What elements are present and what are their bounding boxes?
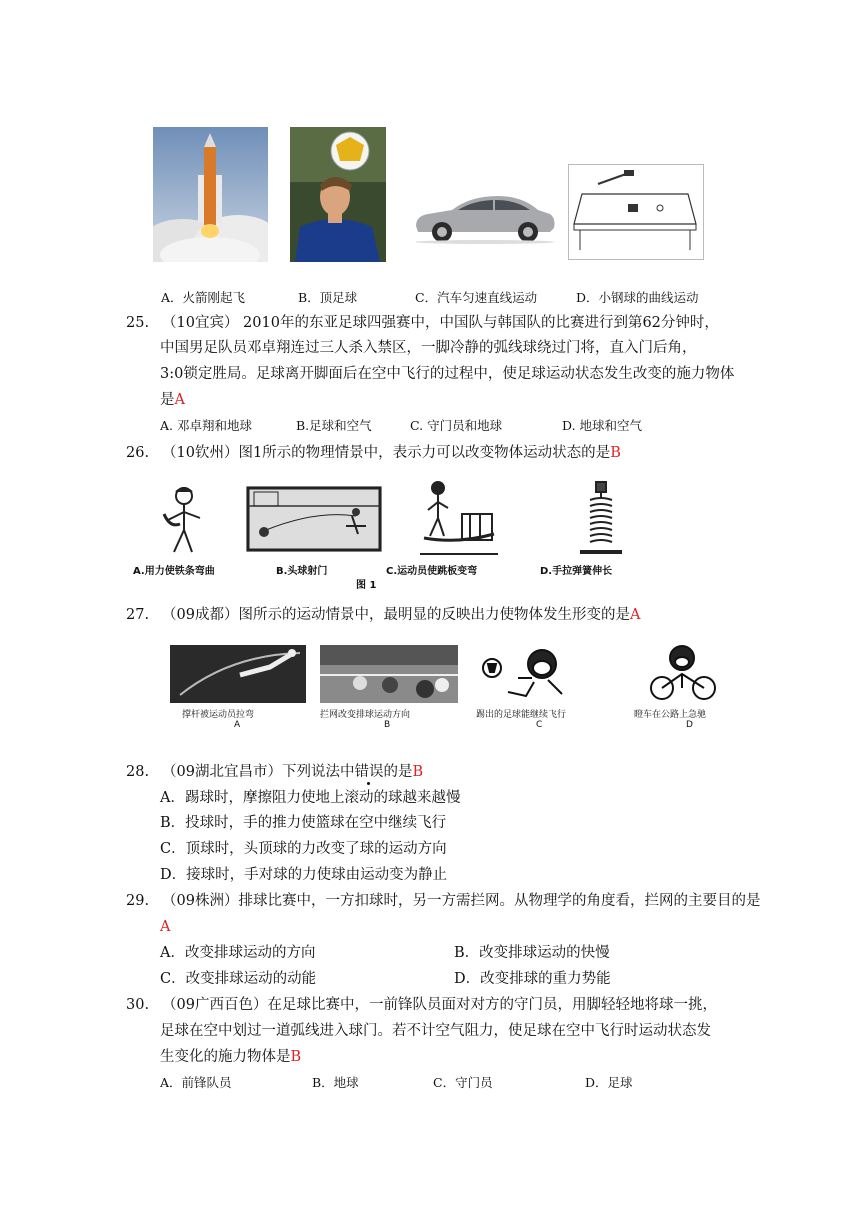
rocket-photo	[153, 127, 268, 262]
q26-caption-b: B.头球射门	[276, 566, 328, 577]
steel-ball-diagram	[568, 164, 704, 260]
q28-text	[162, 762, 423, 782]
soccer-header-photo	[290, 127, 386, 262]
q29-answer: A	[160, 919, 171, 935]
q28-answer: B	[412, 764, 424, 780]
q26-text	[162, 443, 621, 463]
q30-option-a: A．前锋队员	[160, 1075, 232, 1090]
q26-answer: B	[610, 445, 621, 461]
q29-number: 29.	[126, 893, 150, 909]
q25-line1: （10宜宾） 2010年的东亚足球四强赛中，中国队与韩国队的比赛进行到第62分钟时，	[162, 315, 719, 331]
q25-option-c: C. 守门员和地球	[410, 418, 503, 433]
q27-caption-b: 拦网改变排球运动方向	[320, 710, 411, 720]
q26-figure-a-bending	[150, 484, 216, 558]
q26-caption-c: C.运动员使跳板变弯	[386, 566, 478, 577]
q27-number: 27.	[126, 607, 150, 623]
q30-option-c: C．守门员	[433, 1075, 493, 1090]
q29-option-b: B．改变排球运动的快慢	[454, 945, 610, 961]
q28-option-c: C．顶球时，头顶球的力改变了球的运动方向	[160, 841, 447, 857]
q25-option-a: A. 邓卓翔和地球	[160, 418, 252, 433]
top-caption-b: B．顶足球	[298, 290, 358, 305]
q28-text-after: 的是	[383, 764, 413, 780]
q29-option-c: C．改变排球运动的动能	[160, 971, 317, 987]
q26-figure-b-heading	[246, 486, 382, 552]
q26-figure-c-springboard	[418, 478, 500, 558]
q25-option-d: D. 地球和空气	[562, 418, 643, 433]
q27-question: （09成都）图所示的运动情景中，最明显的反映出力使物体发生形变的是	[162, 607, 630, 623]
q27-caption-a: 撑杆被运动员拉弯	[182, 710, 255, 720]
q30-line2: 足球在空中划过一道弧线进入球门。若不计空气阻力，使足球在空中飞行时运动状态发	[160, 1023, 711, 1039]
q27-letter-c: C	[536, 720, 543, 730]
q26-figure-d-spring	[576, 478, 626, 558]
q28-option-d: D．接球时，手对球的力使球由运动变为静止	[160, 867, 448, 883]
q30-line1: （09广西百色）在足球比赛中，一前锋队员面对对方的守门员，用脚轻轻地将球一挑，	[162, 997, 717, 1013]
car-photo	[410, 188, 558, 244]
q30-option-b: B．地球	[312, 1075, 359, 1090]
q28-text-emphasis: 错误	[354, 764, 384, 780]
q29-text: （09株洲）排球比赛中，一方扣球时，另一方需拦网。从物理学的角度看，拦网的主要目的是	[162, 893, 761, 909]
q30-answer: B	[290, 1049, 302, 1065]
q27-figure-a-pole-vault	[170, 645, 306, 703]
q25-line4	[160, 390, 185, 410]
q25-number: 25.	[126, 315, 150, 331]
q25-line3: 3:0锁定胜局。足球离开脚面后在空中飞行的过程中，使足球运动状态发生改变的施力物体	[160, 366, 735, 382]
top-caption-d: D．小钢球的曲线运动	[576, 290, 699, 305]
q27-figure-d-cycling	[646, 644, 718, 704]
q27-letter-b: B	[384, 720, 391, 730]
top-caption-a: A．火箭刚起飞	[161, 290, 246, 305]
q30-line3	[160, 1047, 301, 1067]
q25-option-b: B.足球和空气	[296, 418, 372, 433]
q27-answer: A	[629, 607, 641, 623]
q30-option-d: D．足球	[585, 1075, 633, 1090]
q27-text	[162, 605, 640, 625]
q27-figure-b-volleyball	[320, 645, 458, 703]
q26-number: 26.	[126, 445, 150, 461]
q26-question: （10钦州）图1所示的物理情景中，表示力可以改变物体运动状态的是	[162, 445, 611, 461]
q27-figure-c-kick	[478, 648, 588, 704]
top-caption-c: C．汽车匀速直线运动	[415, 290, 538, 305]
q28-number: 28.	[126, 764, 150, 780]
q26-caption-d: D.手拉弹簧伸长	[540, 566, 613, 577]
q26-figure-label: 图 1	[356, 580, 377, 591]
q26-caption-a: A.用力使铁条弯曲	[133, 566, 215, 577]
q27-letter-a: A	[234, 720, 241, 730]
q25-line2: 中国男足队员邓卓翔连过三人杀入禁区，一脚冷静的弧线球绕过门将，直入门后角，	[160, 340, 697, 356]
q30-line3-prefix: 生变化的施力物体是	[160, 1049, 291, 1065]
q25-answer: A	[174, 392, 185, 408]
q28-option-b: B．投球时，手的推力使篮球在空中继续飞行	[160, 815, 447, 831]
q27-caption-c: 踢出的足球能继续飞行	[476, 710, 567, 720]
q28-text-before: （09湖北宜昌市）下列说法中	[162, 764, 355, 780]
q29-option-d: D．改变排球的重力势能	[454, 971, 611, 987]
q30-number: 30.	[126, 997, 150, 1013]
q27-letter-d: D	[686, 720, 693, 730]
q27-caption-d: 瞪车在公路上急驰	[634, 710, 707, 720]
q29-option-a: A．改变排球运动的方向	[160, 945, 316, 961]
q25-line4-prefix: 是	[160, 392, 175, 408]
q28-option-a: A．踢球时，摩擦阻力使地上滚动的球越来越慢	[160, 790, 461, 806]
